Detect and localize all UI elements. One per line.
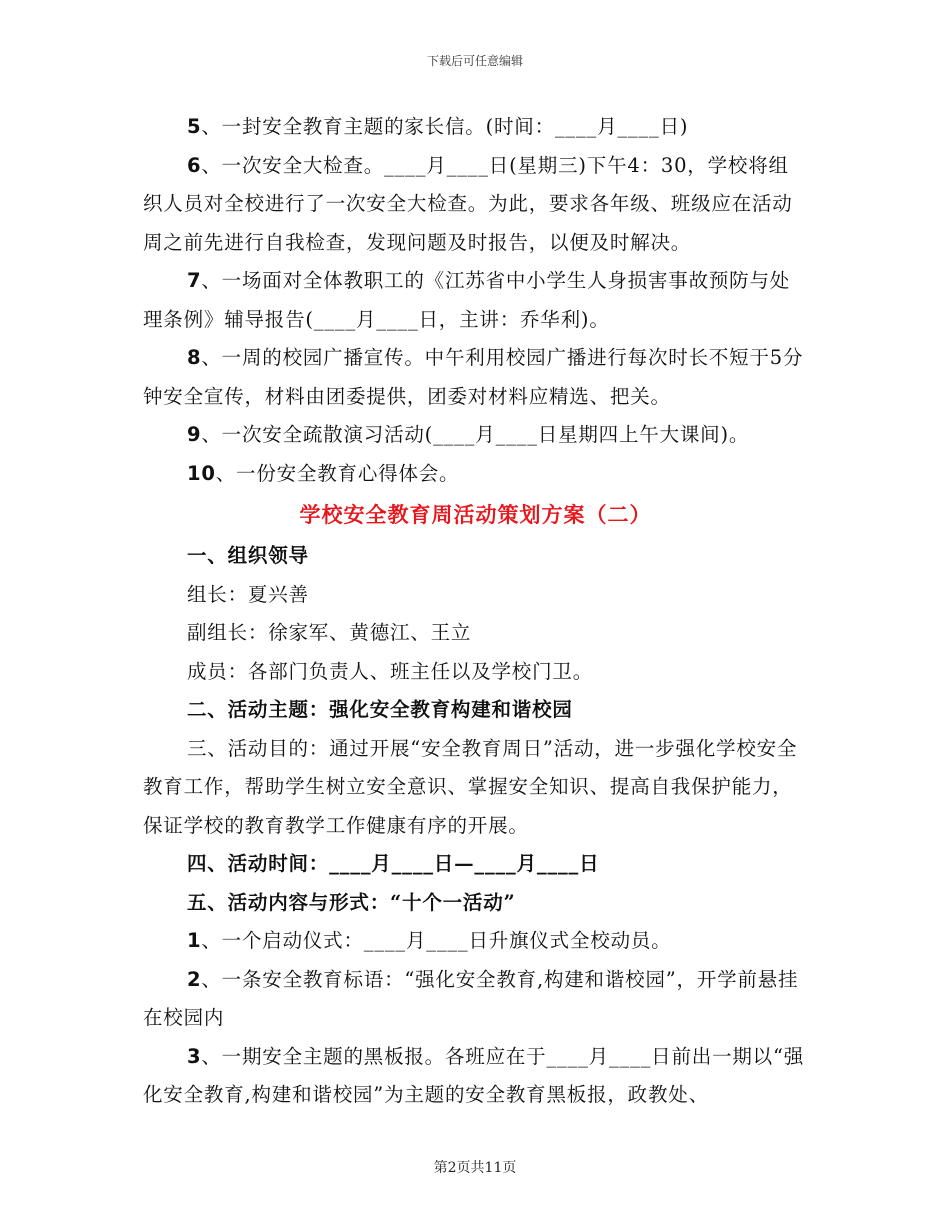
document-body [143, 108, 808, 1115]
content-heading: 五、活动内容与形式：“十个一活动” [187, 890, 516, 914]
item-text: 、一期安全主题的黑板报。各班应在于____月____日前出一期以“强化安全教育,构建和谐校园”为主题的安全教育黑板报，政教处、 [143, 1044, 805, 1106]
list-item [143, 339, 808, 416]
org-heading: 一、组织领导 [187, 544, 309, 567]
item-text: 、一封安全教育主题的家长信。(时间：____月____日) [201, 115, 689, 138]
item-number: 8 [187, 346, 202, 369]
list-item [143, 416, 808, 455]
item-number: 3 [187, 1044, 202, 1068]
item-text: 、一场面对全体教职工的《江苏省中小学生人身损害事故预防与处理条例》辅导报告(____月____日，主讲：乔华利)。 [143, 269, 791, 331]
item-number: 10 [187, 461, 216, 485]
page-footer: 第2页共11页 [433, 1160, 517, 1176]
purpose-paragraph: 三、活动目的：通过开展“安全教育周日”活动，进一步强化学校安全教育工作，帮助学生树立安全意识、掌握安全知识、提高自我保护能力，保证学校的教育教学工作健康有序的开展。 [143, 736, 798, 837]
org-leader: 组长：夏兴善 [187, 582, 309, 606]
item-text: 、一条安全教育标语：“强化安全教育,构建和谐校园”，开学前悬挂在校园内 [143, 967, 799, 1029]
item-number: 2 [187, 967, 202, 991]
list-item [143, 961, 808, 1038]
item-number: 1 [187, 929, 202, 952]
item-text: 、一周的校园广播宣传。中午利用校园广播进行每次时长不短于5分钟安全宣传，材料由团委提供，团委对材料应精选、把关。 [143, 346, 804, 408]
list-item [143, 108, 808, 147]
org-deputy: 副组长：徐家军、黄德江、王立 [187, 621, 472, 644]
list-item [143, 455, 808, 494]
theme-heading: 二、活动主题：强化安全教育构建和谐校园 [187, 698, 573, 721]
item-number: 9 [187, 423, 202, 446]
section-title: 学校安全教育周活动策划方案（二） [299, 502, 652, 527]
list-item [143, 262, 808, 339]
item-text: 、一次安全大检查。____月____日(星期三)下午4：30，学校将组织人员对全校进行了一次安全大检查。为此，要求各年级、班级应在活动周之前先进行自我检查，发现问题及时报告，以便及时解决。 [143, 153, 793, 254]
org-members: 成员：各部门负责人、班主任以及学校门卫。 [187, 659, 594, 683]
item-text: 、一份安全教育心得体会。 [215, 461, 460, 485]
item-number: 7 [187, 269, 202, 292]
list-item [143, 147, 808, 263]
time-heading: 四、活动时间：____月____日—____月____日 [187, 852, 600, 875]
item-number: 5 [187, 115, 202, 138]
list-item [143, 922, 808, 961]
list-item [143, 1038, 808, 1115]
item-text: 、一次安全疏散演习活动(____月____日星期四上午大课间)。 [201, 423, 750, 446]
header-note: 下载后可任意编辑 [426, 54, 523, 68]
item-text: 、一个启动仪式：____月____日升旗仪式全校动员。 [201, 929, 672, 952]
item-number: 6 [187, 153, 202, 177]
